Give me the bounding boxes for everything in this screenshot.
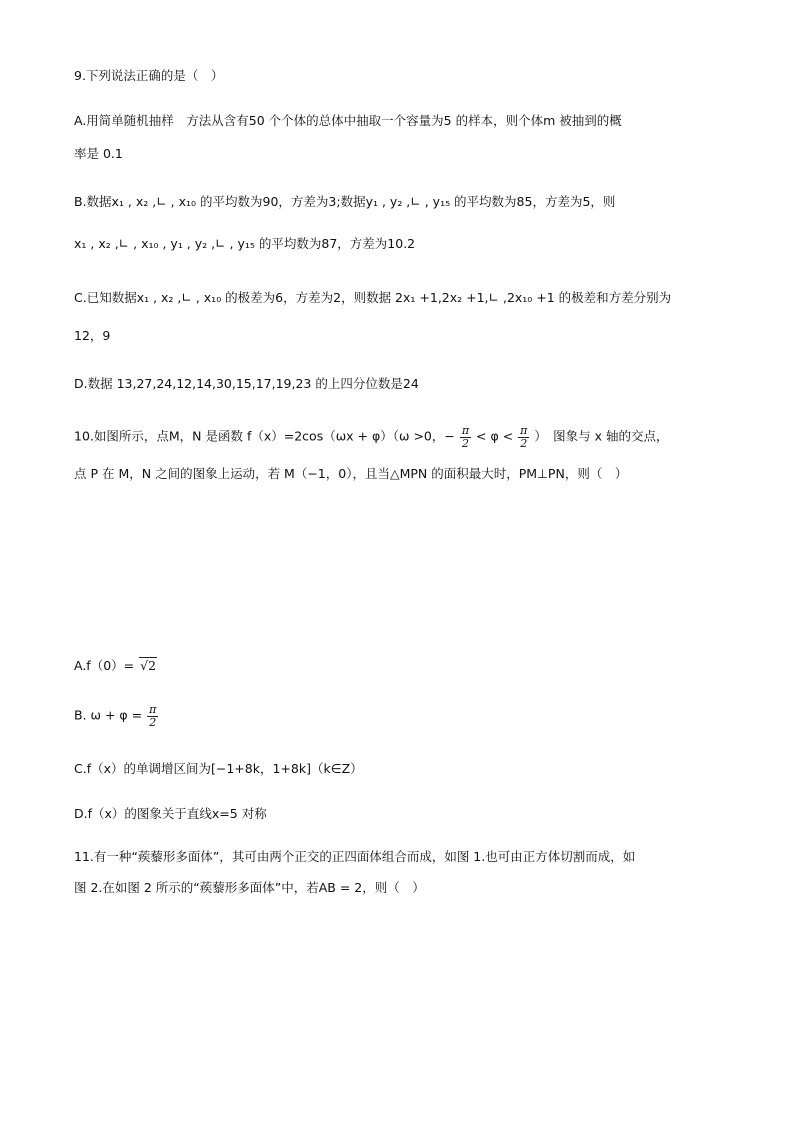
q10-stem-line2: 点 P 在 M，N 之间的图象上运动，若 M（−1，0），且当△MPN 的面积最大时，PM⊥PN，则（ ） (74, 466, 628, 481)
q10-fraction-right (518, 425, 529, 449)
q10-stem-line1 (74, 425, 669, 449)
q11-stem-line2: 图 2.在如图 2 所示的“蒺藜形多面体”中，若AB = 2，则（ ） (74, 880, 425, 895)
q10-line1-suffix: ） 图象与 x 轴的交点， (534, 428, 669, 444)
q10-option-a (74, 657, 157, 673)
q10-fraction-left-num: π (461, 424, 470, 437)
q10-line1-prefix: 10.如图所示，点M，N 是函数 f（x）=2cos（ωx + φ）（ω >0，− (74, 428, 455, 444)
q11-stem-line1: 11.有一种“蒺藜形多面体”，其可由两个正交的正四面体组合而成，如图 1.也可由正方体切割而成，如 (74, 849, 636, 864)
q10-option-d: D.f（x）的图象关于直线x=5 对称 (74, 806, 267, 821)
q10-option-b-prefix: B. ω + φ = (74, 707, 143, 723)
q10-option-b-fraction-num: π (149, 703, 157, 716)
q10-option-c: C.f（x）的单调增区间为[−1+8k，1+8k]（k∈Z） (74, 761, 363, 776)
q9-option-b-line1: B.数据x₁ , x₂ ,∟ , x₁₀ 的平均数为90，方差为3;数据y₁ , y₂ ,∟ , y₁₅ 的平均数为85，方差为5，则 (74, 194, 616, 209)
q9-option-a-line2: 率是 0.1 (74, 146, 123, 161)
q10-fraction-left-den: 2 (461, 436, 469, 450)
q10-option-b (74, 704, 159, 728)
q10-option-b-fraction-den: 2 (149, 715, 157, 729)
q10-option-a-prefix: A.f（0）= (74, 658, 135, 673)
q10-option-a-radicand: 2 (148, 658, 157, 673)
q9-option-c-line2: 12，9 (74, 328, 111, 343)
q10-fraction-left (460, 425, 471, 449)
q9-option-d: D.数据 13,27,24,12,14,30,15,17,19,23 的上四分位数是24 (74, 376, 419, 391)
q9-option-c-line1: C.已知数据x₁ , x₂ ,∟ , x₁₀ 的极差为6，方差为2，则数据 2x₁ +1,2x₂ +1,∟ ,2x₁₀ +1 的极差和方差分别为 (74, 290, 672, 305)
q9-option-a-line1: A.用简单随机抽样 方法从含有50 个个体的总体中抽取一个容量为5 的样本，则个体m 被抽到的概 (74, 113, 622, 128)
q10-option-b-fraction (147, 704, 158, 728)
q10-line1-mid: < φ < (476, 428, 514, 444)
q10-option-a-radical: √2 (140, 658, 157, 673)
q10-fraction-right-den: 2 (520, 436, 528, 450)
q9-option-b-line2: x₁ , x₂ ,∟ , x₁₀ , y₁ , y₂ ,∟ , y₁₅ 的平均数为87，方差为10.2 (74, 236, 416, 251)
q9-title: 9.下列说法正确的是（ ） (74, 68, 224, 83)
q10-fraction-right-num: π (520, 424, 528, 437)
